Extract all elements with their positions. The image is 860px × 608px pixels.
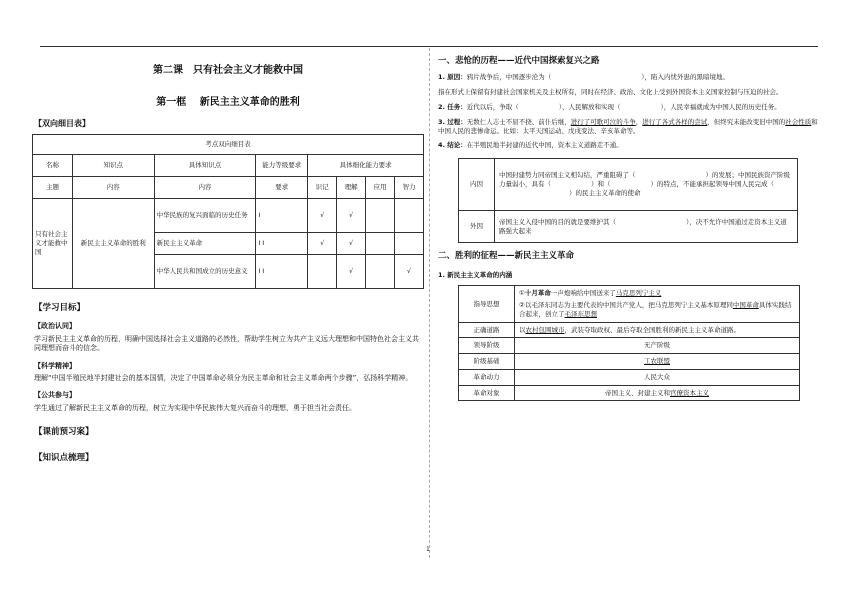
guide-2-text: ②以毛泽东同志为主要代表的中国共产党人，把马克思列宁主义基本原理同: [519, 301, 733, 310]
task-text-a: 近代以后，争取（: [466, 103, 519, 111]
outer-text-a: 帝国主义入侵中国的目的就是要维护其（: [499, 217, 616, 226]
inner-text-a: 中国封建势力同帝国主义相勾结，严重阻碍了（: [499, 171, 636, 180]
conclusion-text: 在半殖民地半封建的近代中国，资本主义道路走不通。: [466, 141, 623, 150]
detail-cell: 中华民族的复兴面临的历史任务: [154, 198, 256, 232]
revolution-table: [458, 285, 800, 401]
cause-label: 1. 原因：: [438, 73, 467, 82]
target-value: [515, 385, 800, 401]
two-way-table: [32, 134, 424, 289]
th-name: 名称: [33, 154, 73, 176]
th-detail: 具体知识点: [154, 154, 256, 176]
inner-text-b: ）的发展；中国民族资产阶级力量弱小，具有（: [499, 171, 790, 189]
outer-text-b: ），决不允许中国通过走资本主义道路强大起来: [499, 217, 787, 235]
th-memorize: 识记: [308, 176, 337, 198]
guide-label: 指导思想: [459, 286, 515, 322]
check-cell: √: [308, 198, 337, 232]
cause-text-a: 鸦片战争后，中国逐步沦为（: [466, 73, 552, 82]
science-text: 理解“中国半殖民地半封建社会的基本国情，决定了中国革命必须分为民主革命和社会主义革命两个步骤”，弘扬科学精神。: [34, 374, 413, 383]
th-ability: 具体细化能力要求: [308, 154, 424, 176]
level-cell: I I: [256, 232, 308, 254]
check-cell: √: [395, 254, 424, 288]
target-label: 革命对象: [459, 385, 515, 401]
two-way-table-header: 【双向细目表】: [34, 119, 90, 128]
process-text-c: ，但终究未能改变旧中国的: [707, 117, 786, 126]
section2-title: 二、胜利的征程——新民主主义革命: [438, 251, 575, 262]
th-content-2: 内容: [154, 176, 256, 198]
inner-cause-label: 内因: [459, 159, 495, 211]
road-content: [515, 322, 800, 338]
causes-table: [458, 158, 798, 243]
force-label: 革命动力: [459, 369, 515, 385]
th-content: 内容: [72, 176, 154, 198]
guide-1-text: 一声炮响给中国送来了: [550, 289, 616, 298]
political-header: 【政治认同】: [34, 322, 76, 331]
process-underline-3: 社会性质: [785, 117, 812, 126]
political-text: 学习新民主主义革命的历程，明确中国选择社会主义道路的必然性，帮助学生树立为共产主义远大理想和中国特色社会主义共同理想而奋斗的信念。: [34, 334, 419, 353]
process-text-a: 无数仁人志士不屈不挠、前仆后继，: [466, 117, 571, 126]
th-apply: 应用: [366, 176, 395, 198]
outer-cause-text: [495, 211, 798, 243]
process-underline-1: 进行了可歌可泣的斗争: [570, 117, 636, 126]
guide-1-underline: 马克思列宁主义: [615, 289, 662, 298]
science-header: 【科学精神】: [34, 361, 76, 370]
knowledge-header: 【知识点梳理】: [34, 452, 94, 463]
cause-item: [438, 73, 818, 82]
target-underline: 官僚资本主义: [670, 388, 709, 397]
task-text-c: ），人民幸福就成为中国人民的历史任务。: [660, 103, 781, 111]
check-cell: [395, 198, 424, 232]
guide-2-text-b: 具体实践结合起来，创立了: [519, 301, 792, 318]
public-header: 【公共参与】: [34, 391, 76, 400]
section1-title: 一、悲怆的历程——近代中国探索复兴之路: [438, 56, 600, 66]
th-topic: 主题: [33, 176, 73, 198]
guide-2-underline-b: 毛泽东思想: [564, 309, 597, 318]
check-cell: [366, 254, 395, 288]
guide-1-bold: 十月革命: [524, 289, 551, 298]
base-value: [515, 354, 800, 370]
task-text-b: ）、人民解放和实现（: [558, 103, 621, 111]
inner-cause-text: [495, 159, 798, 211]
force-value: 人民大众: [515, 369, 800, 385]
road-text-c: ，武装夺取政权、最后夺取全国胜利的新民主主义革命道路。: [564, 325, 740, 334]
check-cell: √: [308, 232, 337, 254]
th-intellect: 智力: [395, 176, 424, 198]
check-cell: [366, 198, 395, 232]
base-underline: 工农联盟: [644, 357, 670, 366]
check-cell: √: [337, 232, 366, 254]
road-text-a: 以: [519, 325, 526, 334]
process-underline-2: 进行了各式各样的尝试: [642, 117, 708, 126]
inner-text-c: ）和（: [591, 180, 611, 189]
level-cell: I I: [256, 254, 308, 288]
topic-cell: 只有社会主义才能救中国: [33, 198, 73, 288]
section2-sub1: 1. 新民主主义革命的内涵: [438, 270, 513, 279]
target-text: 帝国主义、封建主义和: [605, 388, 670, 397]
check-cell: [308, 254, 337, 288]
process-text-b: ，: [635, 117, 643, 126]
guide-2-underline: 中国革命: [732, 301, 759, 310]
public-text: 学生通过了解新民主主义革命的历程，树立为实现中华民族伟大复兴而奋斗的理想，勇于担当社会责任。: [34, 403, 356, 412]
check-cell: √: [337, 198, 366, 232]
task-item: [438, 103, 818, 112]
th-level: 能力等级要求: [256, 154, 308, 176]
guide-1-num: ①: [519, 289, 525, 298]
process-text-d: 和中国人民的悲惨命运。比如：太平天国运动、戊戌变法、辛亥革命等。: [438, 117, 818, 135]
inner-text-e: ）的民主主义革命的使命: [569, 188, 641, 197]
guide-content: [515, 286, 800, 322]
base-label: 阶级基础: [459, 354, 515, 370]
knowledge-cell: 新民主主义革命的胜利: [72, 198, 154, 288]
th-require: 要求: [256, 176, 308, 198]
check-cell: [395, 232, 424, 254]
table-caption: 考点双向细目表: [33, 134, 424, 154]
cause-text-b: ），陷入内忧外患的黑暗境地。: [641, 73, 730, 82]
outer-cause-label: 外因: [459, 211, 495, 243]
preview-header: 【课前预习案】: [34, 427, 94, 438]
process-label: 3. 过程：: [438, 117, 467, 126]
check-cell: √: [337, 254, 366, 288]
detail-cell: 中华人民共和国成立的历史意义: [154, 254, 256, 288]
th-understand: 理解: [337, 176, 366, 198]
lead-label: 领导阶级: [459, 338, 515, 354]
frame-title: 第一框 新民主主义革命的胜利: [156, 96, 300, 108]
th-knowledge: 知识点: [72, 154, 154, 176]
process-item: [438, 118, 818, 136]
road-label: 正确道路: [459, 322, 515, 338]
check-cell: [366, 232, 395, 254]
conclusion-item: [438, 141, 818, 150]
lesson-title: 第二课 只有社会主义才能救中国: [153, 65, 303, 76]
task-label: 2. 任务：: [438, 103, 467, 111]
conclusion-label: 4. 结论：: [438, 141, 467, 150]
left-column: [32, 56, 424, 468]
goals-header: 【学习目标】: [34, 302, 86, 313]
level-cell: I: [256, 198, 308, 232]
detail-cell: 新民主主义革命: [154, 232, 256, 254]
cause-explain: 指在形式上保留有封建社会国家机关及主权所有，同时在经济、政治、文化上受到外国资本主义国家控制与压迫的社会。: [438, 88, 783, 97]
road-underline: 农村包围城市: [525, 325, 565, 334]
page-number: 1: [426, 546, 430, 553]
column-divider: [429, 48, 430, 558]
right-column: [436, 52, 818, 401]
lead-value: 无产阶级: [515, 338, 800, 354]
inner-text-d: ）的特点，不能承担起领导中国人民完成（: [650, 180, 774, 189]
header-rule: [40, 46, 818, 47]
